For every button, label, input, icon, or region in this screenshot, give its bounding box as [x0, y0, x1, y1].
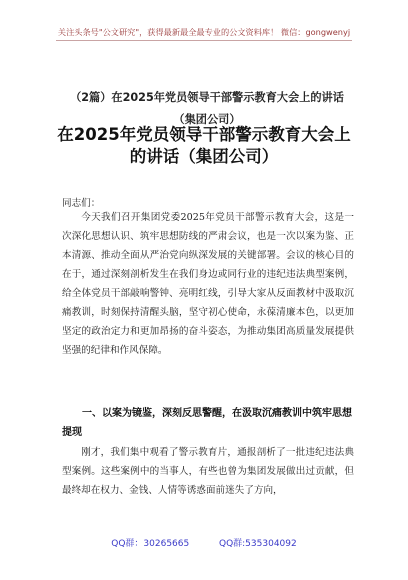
document-subtitle: （2篇）在2025年党员领导干部警示教育大会上的讲话（集团公司） [70, 91, 344, 126]
footer-qq-group-2: QQ群:535304092 [218, 539, 297, 549]
footer-qq-group-1: QQ群：30265665 [111, 539, 190, 549]
header-banner: 关注头条号"公文研究"，获得最新最全最专业的公文资料库！ 微信：gongwenyj [57, 27, 351, 37]
header-divider [56, 40, 352, 41]
document-title: 在2025年党员领导干部警示教育大会上的讲话（集团公司） [57, 125, 351, 166]
section-1-heading: 一、以案为镜鉴，深刻反思警醒，在汲取沉痛教训中筑牢思想提现 [62, 408, 352, 438]
paragraph-2: 刚才，我们集中观看了警示教育片，通报剖析了一批违纪违法典型案例。这些案例中的当事人，有些也曾为集团发展做出过贡献，但最终却在权力、金钱、人情等诱惑面前迷失了方向， [62, 447, 354, 496]
salutation: 同志们： [62, 198, 101, 209]
paragraph-1: 今天我们召开集团党委2025年党员干部警示教育大会，这是一次深化思想认识、筑牢思想防线的严肃会议，也是一次以案为鉴、正本清源、推动全面从严治党向纵深发展的关键部署。会议的核心目的在于，通过深刻剖析发生在我们身边或同行业的违纪违法典型案例，给全体党员干部敲响警钟、亮明红线，引导大家从反面教材中汲取沉痛教训，时刻保持清醒头脑，坚守初心使命，永葆清廉本色，以更加坚定的政治定力和更加昂扬的奋斗姿态，为推动集团高质量发展提供坚强的纪律和作风保障。 [62, 212, 354, 356]
page-footer [0, 536, 408, 549]
